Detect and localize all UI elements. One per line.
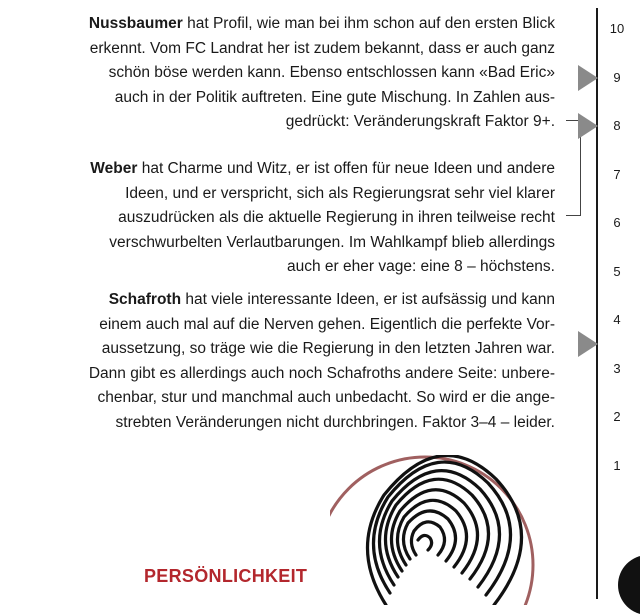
candidate-name: Weber: [90, 160, 138, 177]
scale-tick: 5: [613, 263, 621, 279]
decorative-dot: [618, 555, 640, 615]
scale-tick: 6: [613, 215, 621, 230]
scale-tick: 8: [613, 118, 621, 133]
scale-tick: 9: [613, 69, 621, 85]
scale-marker: [578, 113, 598, 139]
scale-tick: 2: [613, 409, 621, 424]
scale-tick: 1: [613, 457, 621, 473]
scale-tick: 3: [613, 360, 621, 376]
scale-tick: 10: [609, 21, 625, 36]
fingerprint-icon: [330, 455, 580, 610]
section-label: PERSÖNLICHKEIT: [144, 566, 308, 586]
paragraph-weber: Weber hat Charme und Witz, er ist offen für neue Ideen und andere Ideen, und er verspricht, sich als Regierungsrat sehr viel klarer auszudrücken als die aktuelle Regierung in ihren teilweise recht verschwurbelten Verlautbarungen. Im Wahlkampf blieb allerdings auch er eher vage: eine 8 – höchstens.: [90, 160, 555, 275]
paragraph-schafroth: Schafroth hat viele interessante Ideen, er ist aufsässig und kann einem auch mal auf die Nerven gehen. Eigentlich die perfekte Vor- aussetzung, so träge wie die Regierung in den letzten Jahren war. Dann gibt es allerdings auch noch Schafroths andere Seite: unbere- chenbar, stur und manchmal auch unbedacht. So wird er die ange- strebten Veränderungen nicht durchbringen. Faktor 3–4 – leider.: [88, 291, 555, 431]
scale-tick: 7: [613, 166, 621, 182]
scale-axis: [596, 8, 598, 599]
scale-marker: [578, 331, 598, 357]
scale-marker: [578, 65, 598, 91]
candidate-name: Nussbaumer: [88, 15, 183, 32]
paragraph-nussbaumer: Nussbaumer hat Profil, wie man bei ihm schon auf den ersten Blick erkennt. Vom FC Landrat her ist zudem bekannt, dass er auch ganz schön böse werden kann. Ebenso entschlossen kann «Bad Eric» auch in der Politik auftreten. Eine gute Mischung. In Zahlen aus- gedrückt: Veränderungskraft Faktor 9+.: [88, 15, 555, 130]
candidate-name: Schafroth: [108, 291, 182, 308]
scale-tick: 4: [613, 312, 621, 327]
